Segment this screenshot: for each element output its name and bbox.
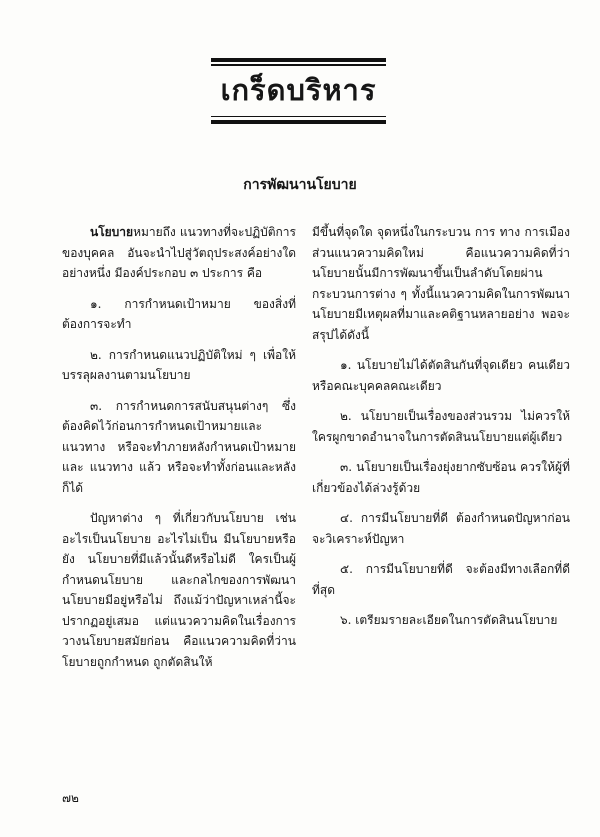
list-item: ๓. นโยบายเป็นเรื่องยุ่งยากซับซ้อน ควรให้ผู้ที่เกี่ยวข้องได้ล่วงรู้ด้วย bbox=[312, 460, 570, 495]
intro-text: หมายถึง แนวทางที่จะปฏิบัติการของบุคคล อันจะนำไปสู่วัตถุประสงค์อย่างใดอย่างหนึ่ง มีองค์ประกอบ ๓ ประการ คือ bbox=[62, 225, 296, 280]
masthead-bottom-rule-thick bbox=[211, 120, 386, 124]
masthead-top-rule-thick bbox=[211, 58, 386, 62]
list-item: ๑. นโยบายไม่ได้ตัดสินกันที่จุดเดียว คนเดียว หรือคณะบุคคลคณะเดียว bbox=[312, 358, 570, 393]
body-paragraph: ปัญหาต่าง ๆ ที่เกี่ยวกับนโยบาย เช่น อะไรเป็นนโยบาย อะไรไม่เป็น มีนโยบายหรือยัง นโยบายที่มีแล้วนั้นดีหรือไม่ดี ใครเป็นผู้กำหนดนโยบาย และกลไกของการพัฒนานโยบายมีอยู่หรือไม่ ถึงแม้ว่าปัญหาเหล่านี้จะปรากฏอยู่เสมอ แต่แนวความคิดในเรื่องการวางนโยบายสมัยก่อน คือแนวความคิดที่ว่านโยบายถูกกำหนด ถูกตัดสินให้ bbox=[62, 511, 296, 669]
list-item: ๓. การกำหนดการสนับสนุนต่างๆ ซึ่งต้องคิดไว้ก่อนการกำหนดเป้าหมายและแนวทาง หรือจะทำภายหลังกำหนดเป้าหมาย และ แนวทาง แล้ว หรือจะทำทั้งก่อนและหลังก็ได้ bbox=[62, 398, 296, 495]
list-item: ๒. การกำหนดแนวปฏิบัติใหม่ ๆ เพื่อให้บรรลุผลงานตามนโยบาย bbox=[62, 347, 296, 382]
page-number: ๗๒ bbox=[62, 791, 79, 805]
article-title: การพัฒนานโยบาย bbox=[243, 177, 357, 193]
list-item: ๔. การมีนโยบายที่ดี ต้องกำหนดปัญหาก่อนจะวิเคราะห์ปัญหา bbox=[312, 511, 570, 546]
body-paragraph-continued: มีขึ้นที่จุดใด จุดหนึ่งในกระบวน การ ทาง การเมือง ส่วนแนวความคิดใหม่ คือแนวความคิดที่ว่า นโยบายนั้นมีการพัฒนาขึ้นเป็นลำดับโดยผ่านกระบวนการต่าง ๆ ทั้งนี้แนวความคิดในการพัฒนานโยบายมีเหตุผลที่มาและคติฐานหลายอย่าง พอจะสรุปได้ดังนี้ bbox=[312, 225, 570, 342]
list-item: ๑. การกำหนดเป้าหมาย ของสิ่งที่ต้องการจะทำ bbox=[62, 296, 296, 331]
intro-paragraph bbox=[62, 222, 296, 284]
left-column bbox=[62, 222, 296, 682]
list-item: ๕. การมีนโยบายที่ดี จะต้องมีทางเลือกที่ดีที่สุด bbox=[312, 562, 570, 597]
intro-term: นโยบาย bbox=[90, 225, 134, 239]
masthead bbox=[211, 58, 386, 124]
right-column bbox=[312, 222, 570, 641]
column-title: เกร็ดบริหาร bbox=[220, 72, 377, 107]
list-item: ๒. นโยบายเป็นเรื่องของส่วนรวม ไม่ควรให้ใครผูกขาดอำนาจในการตัดสินนโยบายแต่ผู้เดียว bbox=[312, 409, 570, 444]
masthead-bottom-rule-thin bbox=[211, 116, 386, 118]
list-item: ๖. เตรียมรายละเอียดในการตัดสินนโยบาย bbox=[340, 613, 558, 627]
